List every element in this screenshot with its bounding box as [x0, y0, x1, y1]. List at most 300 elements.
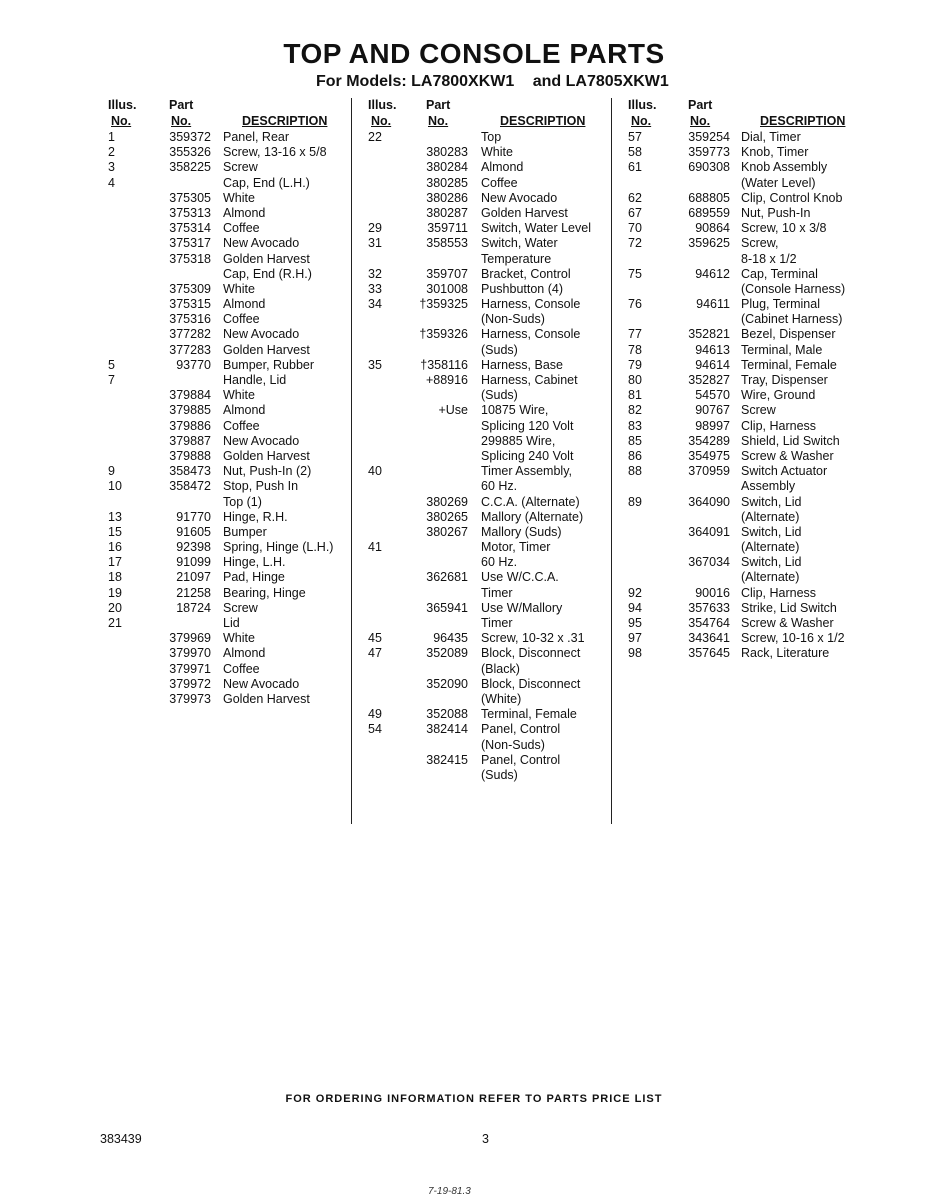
page-number: 3 [482, 1132, 489, 1146]
part-description: Almond [223, 646, 266, 661]
column-header [628, 96, 868, 130]
parts-row [628, 221, 868, 236]
parts-row [368, 646, 604, 661]
part-number: 357645 [688, 646, 730, 661]
parts-row [108, 646, 348, 661]
part-description: Panel, Control [481, 722, 561, 737]
description-header: DESCRIPTION [242, 114, 328, 128]
part-number: 379970 [169, 646, 211, 661]
parts-row [108, 449, 348, 464]
illus-number: 3 [108, 160, 115, 175]
part-number: 375309 [169, 281, 211, 296]
illus-header-line2: No. [111, 114, 132, 128]
part-description: Stop, Push In [223, 479, 299, 494]
parts-row [628, 206, 868, 221]
part-number: 379969 [169, 631, 211, 646]
part-description: Switch, Water Level [481, 221, 591, 236]
part-description: Golden Harvest [223, 448, 310, 463]
parts-row [108, 145, 348, 160]
part-number: 358225 [169, 160, 211, 175]
models-prefix: For Models: [316, 73, 407, 90]
parts-row [108, 616, 348, 631]
part-description: Almond [481, 160, 524, 175]
part-number: 379973 [169, 691, 211, 706]
part-description: Assembly [741, 479, 796, 494]
part-description: Almond [223, 205, 266, 220]
parts-row [628, 495, 868, 510]
part-description: Panel, Rear [223, 130, 290, 144]
part-number: 354764 [688, 616, 730, 630]
illus-number: 34 [368, 297, 382, 312]
illus-number: 70 [628, 221, 642, 236]
illus-number: 82 [628, 403, 642, 418]
part-number: 688805 [688, 190, 730, 205]
illus-number: 94 [628, 600, 642, 615]
illus-number: 22 [368, 130, 382, 144]
part-description: Terminal, Female [741, 357, 837, 372]
parts-row [108, 662, 348, 677]
illus-number: 67 [628, 205, 642, 220]
part-description: Motor, Timer [481, 540, 551, 555]
parts-row [368, 479, 604, 494]
illus-number: 2 [108, 145, 115, 160]
models-conjunction: and [532, 73, 562, 90]
illus-number: 72 [628, 236, 642, 251]
illus-number: 19 [108, 585, 122, 600]
illus-number: 13 [108, 509, 122, 524]
parts-row [368, 495, 604, 510]
parts-row [628, 555, 868, 570]
part-number: 375313 [169, 205, 211, 220]
part-number: 382415 [426, 752, 468, 767]
part-number: 354289 [688, 433, 730, 448]
part-number: 380287 [426, 205, 468, 220]
part-description: Mallory (Suds) [481, 524, 562, 539]
parts-row [368, 312, 604, 327]
column-header [108, 96, 348, 130]
parts-row [368, 540, 604, 555]
parts-row [368, 510, 604, 525]
part-description: Cap, End (R.H.) [223, 266, 312, 281]
parts-row [628, 388, 868, 403]
illus-number: 35 [368, 357, 382, 372]
part-description: Bracket, Control [481, 266, 571, 281]
illus-number: 80 [628, 373, 642, 387]
part-description: Golden Harvest [223, 691, 310, 706]
part-description: Coffee [481, 175, 518, 190]
part-description: (Suds) [481, 767, 518, 782]
parts-row [368, 160, 604, 175]
part-description: Knob Assembly [741, 160, 828, 175]
part-description: White [223, 190, 255, 205]
parts-row [368, 525, 604, 540]
part-description: (Console Harness) [741, 281, 846, 296]
illus-number: 62 [628, 190, 642, 205]
part-header-line2: No. [428, 114, 449, 128]
parts-row [368, 221, 604, 236]
parts-row [108, 570, 348, 585]
parts-rows [628, 130, 868, 662]
parts-row [628, 646, 868, 661]
illus-number: 41 [368, 540, 382, 555]
illus-number: 16 [108, 540, 122, 555]
parts-column-2 [368, 96, 604, 783]
part-number: 379972 [169, 676, 211, 691]
illus-number: 33 [368, 281, 382, 296]
part-number: 359711 [427, 221, 468, 236]
parts-row [368, 419, 604, 434]
part-number: 93770 [176, 357, 211, 372]
part-number: 379887 [169, 433, 211, 448]
part-description: Use W/Mallory [481, 600, 563, 615]
parts-row [368, 707, 604, 722]
part-description: Plug, Terminal [741, 297, 820, 312]
part-number: 91770 [176, 509, 211, 524]
illus-header-line1: Illus. [628, 98, 657, 112]
parts-row [368, 555, 604, 570]
part-number: 689559 [688, 205, 730, 220]
parts-row [368, 738, 604, 753]
illus-number: 81 [628, 388, 642, 403]
part-description: Coffee [223, 312, 260, 327]
parts-row [368, 631, 604, 646]
part-number: 54570 [695, 388, 730, 403]
part-description: Bumper [223, 524, 267, 539]
part-description: Harness, Console [481, 327, 581, 342]
parts-row [368, 388, 604, 403]
part-description: New Avocado [223, 236, 300, 251]
parts-row [108, 343, 348, 358]
parts-row [368, 616, 604, 631]
model-number-2: LA7805XKW1 [565, 73, 669, 90]
part-description: Screw, [741, 236, 779, 251]
part-description: Harness, Cabinet [481, 373, 578, 387]
part-number: 380286 [426, 190, 468, 205]
parts-row [368, 434, 604, 449]
parts-row [108, 267, 348, 282]
part-number: 301008 [426, 281, 468, 296]
handwritten-mark: 7-19-81.3 [428, 1186, 471, 1197]
parts-row [368, 373, 604, 388]
illus-number: 47 [368, 646, 382, 661]
illus-number: 45 [368, 631, 382, 646]
part-description: Screw, 10-32 x .31 [481, 631, 585, 646]
illus-header-line1: Illus. [368, 98, 397, 112]
parts-row [368, 206, 604, 221]
part-description: Almond [223, 297, 266, 312]
parts-row [368, 692, 604, 707]
part-description: Strike, Lid Switch [741, 600, 837, 615]
illus-number: 58 [628, 145, 642, 160]
parts-row [368, 176, 604, 191]
part-number: 352089 [426, 646, 468, 661]
part-description: Shield, Lid Switch [741, 433, 840, 448]
part-number: 358472 [169, 479, 211, 494]
part-description: Screw, 13-16 x 5/8 [223, 145, 327, 160]
parts-row [628, 176, 868, 191]
part-number: 690308 [688, 160, 730, 175]
part-description: Cap, End (L.H.) [223, 175, 310, 190]
parts-row [108, 373, 348, 388]
parts-row [108, 160, 348, 175]
parts-row [368, 236, 604, 251]
part-number: +Use [438, 403, 468, 418]
part-description: Bearing, Hinge [223, 585, 306, 600]
parts-row [628, 540, 868, 555]
illus-number: 7 [108, 373, 115, 387]
part-number: 94611 [696, 297, 730, 312]
part-description: Coffee [223, 221, 260, 236]
parts-row [628, 631, 868, 646]
illus-number: 85 [628, 433, 642, 448]
parts-row [628, 327, 868, 342]
part-description: Block, Disconnect [481, 646, 581, 661]
part-description: Splicing 120 Volt [481, 418, 574, 433]
illus-number: 92 [628, 585, 642, 600]
illus-number: 61 [628, 160, 642, 175]
part-description: Timer [481, 585, 513, 600]
part-number: 94613 [695, 342, 730, 357]
part-description: Screw [741, 403, 776, 418]
illus-number: 98 [628, 646, 642, 661]
parts-column-1 [108, 96, 348, 707]
illus-number: 75 [628, 266, 642, 281]
part-description: (Cabinet Harness) [741, 312, 843, 327]
illus-number: 32 [368, 266, 382, 281]
parts-row [368, 601, 604, 616]
part-number: 379885 [169, 403, 211, 418]
parts-rows [108, 130, 348, 707]
part-number: 90767 [695, 403, 730, 418]
part-number: 380265 [426, 509, 468, 524]
parts-row [108, 677, 348, 692]
part-number: 21097 [176, 570, 211, 585]
part-description: Panel, Control [481, 752, 561, 767]
parts-row [628, 297, 868, 312]
illus-number: 95 [628, 616, 642, 630]
part-number: 359372 [169, 130, 211, 144]
part-description: Coffee [223, 418, 260, 433]
parts-row [108, 388, 348, 403]
parts-row [368, 282, 604, 297]
part-number: 375314 [169, 221, 211, 236]
document-number: 383439 [100, 1132, 142, 1146]
parts-row [628, 358, 868, 373]
page-title: TOP AND CONSOLE PARTS [283, 38, 665, 69]
part-description: Clip, Harness [741, 418, 817, 433]
parts-row [108, 464, 348, 479]
part-description: 60 Hz. [481, 479, 518, 494]
illus-number: 4 [108, 175, 115, 190]
parts-row [108, 540, 348, 555]
part-number: 94612 [695, 266, 730, 281]
parts-row [628, 282, 868, 297]
parts-row [368, 677, 604, 692]
part-description: New Avocado [223, 327, 300, 342]
part-description: (Water Level) [741, 175, 816, 190]
part-number: 375318 [169, 251, 211, 266]
part-header-line1: Part [688, 98, 713, 112]
parts-row [108, 358, 348, 373]
part-description: Pushbutton (4) [481, 281, 563, 296]
part-header-line1: Part [169, 98, 194, 112]
parts-row [628, 601, 868, 616]
parts-row [368, 722, 604, 737]
illus-number: 49 [368, 707, 382, 722]
part-description: Terminal, Female [481, 707, 577, 722]
illus-number: 10 [108, 479, 122, 494]
part-description: Bezel, Dispenser [741, 327, 836, 342]
parts-row [628, 130, 868, 145]
part-description: (Alternate) [741, 509, 800, 524]
part-description: Top [481, 130, 502, 144]
parts-row [108, 434, 348, 449]
part-description: Hinge, R.H. [223, 509, 288, 524]
part-description: Harness, Base [481, 357, 563, 372]
illus-number: 97 [628, 631, 642, 646]
part-description: New Avocado [481, 190, 558, 205]
parts-row [368, 586, 604, 601]
part-description: Timer Assembly, [481, 464, 572, 479]
part-number: 90016 [695, 585, 730, 600]
parts-row [628, 267, 868, 282]
part-description: Spring, Hinge (L.H.) [223, 540, 334, 555]
part-number: 380283 [426, 145, 468, 160]
part-description: Switch, Lid [741, 494, 802, 509]
part-description: Almond [223, 403, 266, 418]
part-description: Screw, 10 x 3/8 [741, 221, 827, 236]
parts-row [108, 510, 348, 525]
part-number: 367034 [688, 555, 730, 570]
part-description: Terminal, Male [741, 342, 823, 357]
parts-row [628, 510, 868, 525]
parts-row [368, 343, 604, 358]
part-description: Top (1) [223, 494, 262, 509]
parts-row [628, 312, 868, 327]
illus-number: 88 [628, 464, 642, 479]
illus-number: 89 [628, 494, 642, 509]
part-description: Wire, Ground [741, 388, 816, 403]
part-header-line2: No. [690, 114, 711, 128]
parts-row [368, 464, 604, 479]
illus-number: 5 [108, 357, 115, 372]
part-description: Golden Harvest [481, 205, 568, 220]
part-number: 379884 [169, 388, 211, 403]
illus-number: 40 [368, 464, 382, 479]
part-number: 352821 [688, 327, 730, 342]
part-number: 377283 [169, 342, 211, 357]
part-number: 355326 [169, 145, 211, 160]
parts-row [628, 373, 868, 388]
part-description: (Suds) [481, 388, 518, 403]
part-number: 375315 [169, 297, 211, 312]
part-description: Harness, Console [481, 297, 581, 312]
part-header-line2: No. [171, 114, 192, 128]
parts-row [108, 206, 348, 221]
parts-row [108, 221, 348, 236]
part-description: (Black) [481, 661, 520, 676]
part-description: New Avocado [223, 676, 300, 691]
part-description: Screw [223, 600, 258, 615]
part-description: Screw & Washer [741, 448, 834, 463]
part-number: †358116 [420, 357, 468, 372]
ordering-info-note: FOR ORDERING INFORMATION REFER TO PARTS PRICE LIST [285, 1093, 663, 1105]
part-description: C.C.A. (Alternate) [481, 494, 580, 509]
part-description: Switch, Lid [741, 555, 802, 570]
part-number: 364090 [688, 494, 730, 509]
parts-row [108, 555, 348, 570]
part-number: †359326 [419, 327, 468, 342]
illus-number: 78 [628, 342, 642, 357]
parts-row [628, 434, 868, 449]
illus-number: 17 [108, 555, 122, 570]
part-number: 358473 [169, 464, 211, 479]
illus-number: 54 [368, 722, 382, 737]
description-header: DESCRIPTION [500, 114, 586, 128]
parts-row [368, 145, 604, 160]
parts-row [628, 464, 868, 479]
illus-header-line2: No. [631, 114, 652, 128]
models-subtitle [316, 72, 669, 92]
part-description: Handle, Lid [223, 373, 287, 387]
model-number-1: LA7800XKW1 [411, 73, 515, 90]
part-description: Hinge, L.H. [223, 555, 286, 570]
illus-number: 21 [108, 616, 122, 630]
part-header-line1: Part [426, 98, 451, 112]
part-number: 94614 [695, 357, 730, 372]
part-description: Golden Harvest [223, 251, 310, 266]
parts-row [628, 419, 868, 434]
parts-row [628, 570, 868, 585]
part-description: New Avocado [223, 433, 300, 448]
parts-row [628, 160, 868, 175]
part-number: 92398 [176, 540, 211, 555]
parts-row [368, 191, 604, 206]
parts-row [628, 449, 868, 464]
part-number: 359707 [426, 266, 468, 281]
part-description: White [223, 281, 255, 296]
parts-row [368, 753, 604, 768]
parts-row [108, 297, 348, 312]
parts-row [628, 252, 868, 267]
part-number: 357633 [688, 600, 730, 615]
part-description: Screw, 10-16 x 1/2 [741, 631, 845, 646]
part-description: Block, Disconnect [481, 676, 581, 691]
part-number: 21258 [176, 585, 211, 600]
illus-header-line2: No. [371, 114, 392, 128]
parts-row [368, 768, 604, 783]
part-description: Mallory (Alternate) [481, 509, 584, 524]
part-description: Clip, Harness [741, 585, 817, 600]
part-description: Knob, Timer [741, 145, 809, 160]
part-description: Switch Actuator [741, 464, 828, 479]
parts-row [368, 570, 604, 585]
illus-number: 15 [108, 524, 122, 539]
part-description: (White) [481, 691, 522, 706]
parts-row [368, 267, 604, 282]
illus-number: 86 [628, 448, 642, 463]
parts-row [108, 327, 348, 342]
parts-row [108, 252, 348, 267]
part-number: 359625 [688, 236, 730, 251]
part-number: 382414 [426, 722, 468, 737]
part-number: 370959 [688, 464, 730, 479]
illus-number: 76 [628, 297, 642, 312]
part-number: 98997 [695, 418, 730, 433]
parts-row [108, 631, 348, 646]
part-number: 90864 [695, 221, 730, 236]
parts-row [108, 419, 348, 434]
